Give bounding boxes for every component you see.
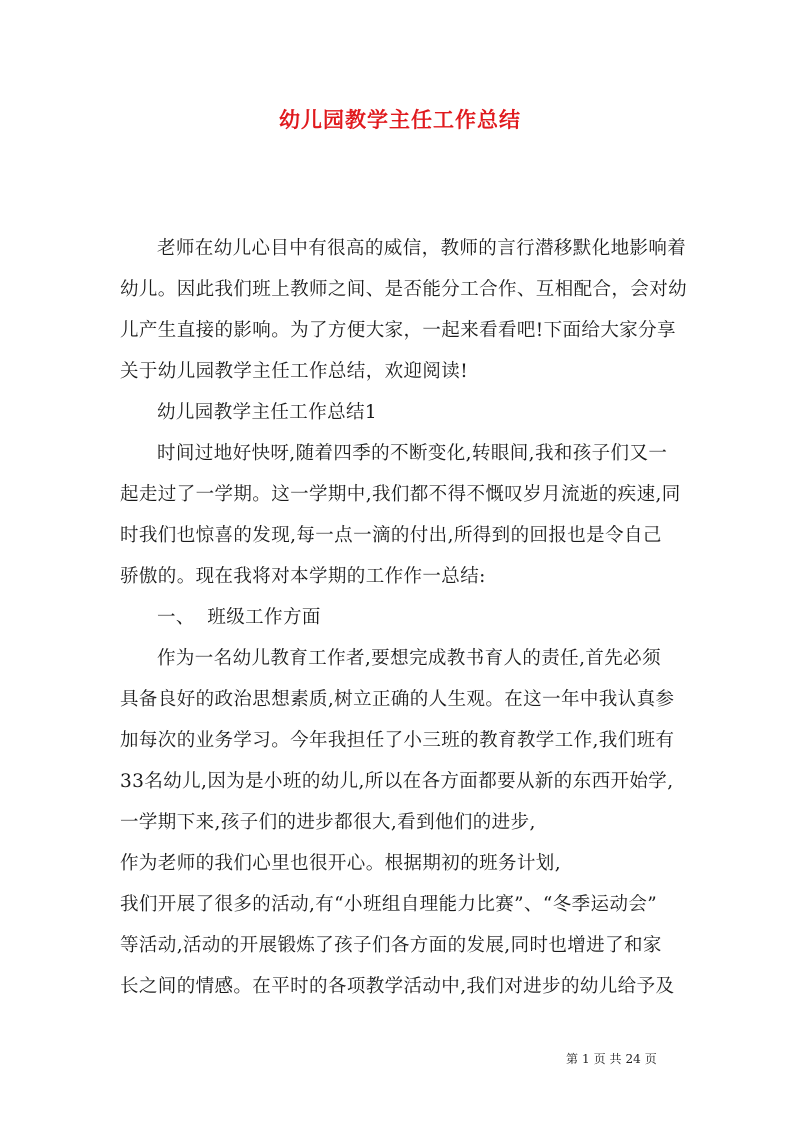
section-heading: 幼儿园教学主任工作总结1 <box>157 402 378 423</box>
document-title: 幼儿园教学主任工作总结 <box>279 107 521 132</box>
text-line: 33名幼儿,因为是小班的幼儿,所以在各方面都要从新的东西开始学, <box>120 771 674 792</box>
text-line: 一学期下来,孩子们的进步都很大,看到他们的进步, <box>120 812 536 833</box>
page-label-mid: 页 共 <box>593 1052 622 1066</box>
text-line: 关于幼儿园教学主任工作总结，欢迎阅读! <box>120 361 469 382</box>
page-label-prefix: 第 <box>566 1052 579 1066</box>
text-line: 作为老师的我们心里也很开心。根据期初的班务计划, <box>120 853 561 874</box>
total-pages-number: 24 <box>625 1052 641 1066</box>
page-number-footer <box>566 1050 661 1067</box>
text-line: 幼儿。因此我们班上教师之间、是否能分工合作、互相配合，会对幼 <box>120 279 688 300</box>
text-line: 时间过地好快呀,随着四季的不断变化,转眼间,我和孩子们又一 <box>157 443 668 464</box>
document-body <box>120 228 686 1007</box>
text-line: 儿产生直接的影响。为了方便大家，一起来看看吧!下面给大家分享 <box>120 320 676 341</box>
text-line: 具备良好的政治思想素质,树立正确的人生观。在这一年中我认真参 <box>120 689 675 710</box>
current-page-number: 1 <box>582 1052 590 1066</box>
text-line: 骄傲的。现在我将对本学期的工作作一总结: <box>120 566 486 587</box>
text-line: 加每次的业务学习。今年我担任了小三班的教育教学工作,我们班有 <box>120 730 675 751</box>
text-line: 起走过了一学期。这一学期中,我们都不得不慨叹岁月流逝的疾速,同 <box>120 484 681 505</box>
text-line: 作为一名幼儿教育工作者,要想完成教书育人的责任,首先必须 <box>157 648 661 669</box>
text-line: 老师在幼儿心目中有很高的威信，教师的言行潜移默化地影响着 <box>157 238 687 259</box>
text-line: 等活动,活动的开展锻炼了孩子们各方面的发展,同时也增进了和家 <box>120 935 662 956</box>
subsection-heading: 一、 班级工作方面 <box>157 607 321 628</box>
text-line: 长之间的情感。在平时的各项教学活动中,我们对进步的幼儿给予及 <box>120 976 675 997</box>
text-line: 时我们也惊喜的发现,每一点一滴的付出,所得到的回报也是令自己 <box>120 525 662 546</box>
text-line: 我们开展了很多的活动,有“小班组自理能力比赛”、“冬季运动会” <box>120 894 658 915</box>
page-label-suffix: 页 <box>644 1052 657 1066</box>
